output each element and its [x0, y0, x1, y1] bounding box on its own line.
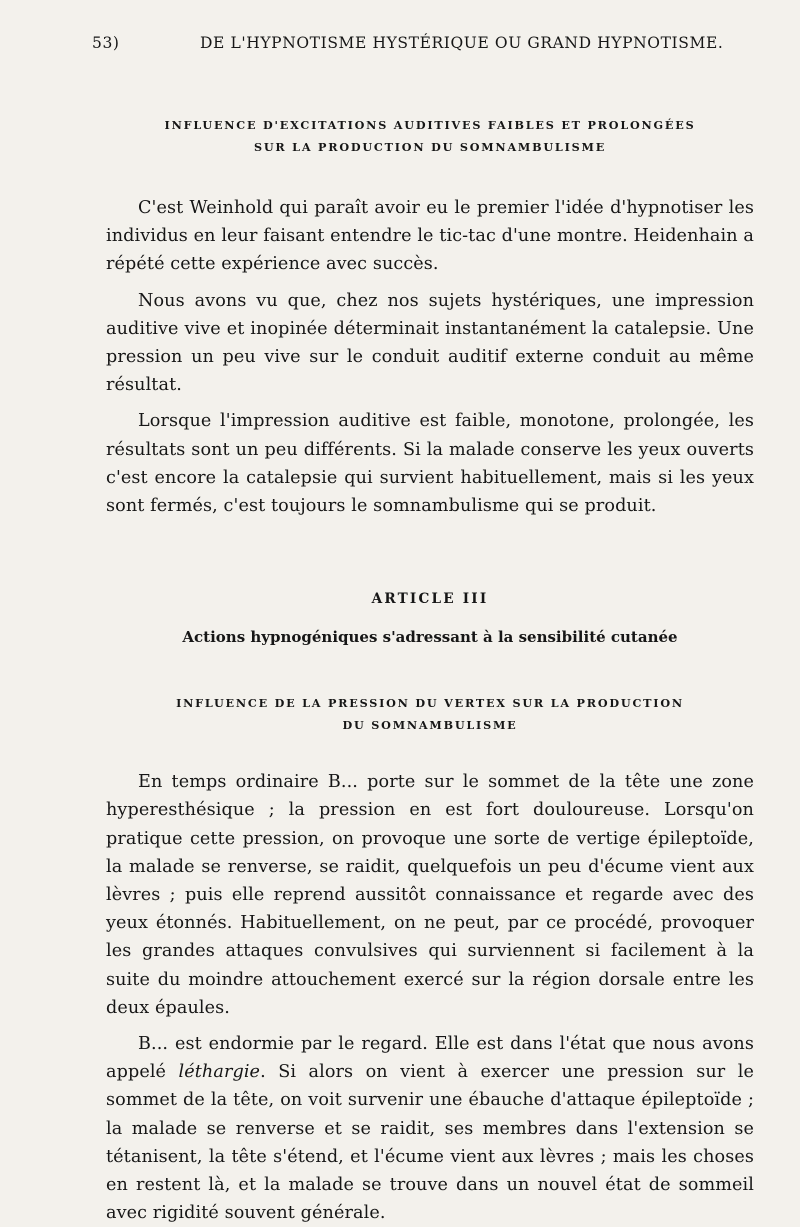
- emphasized-term: léthargie: [178, 1062, 261, 1083]
- paragraph: Nous avons vu que, chez nos sujets hystériques, une impression auditive vive et inopinée déterminait instantanément la catalepsie. Une pression un peu vive sur le conduit auditif externe conduit au même résultat.: [106, 290, 754, 396]
- article-heading: ARTICLE III: [371, 591, 489, 608]
- paragraph: [106, 1030, 754, 1227]
- page-number: 53): [92, 34, 120, 52]
- running-title: DE L'HYPNOTISME HYSTÉRIQUE OU GRAND HYPNOTISME.: [200, 34, 724, 52]
- section-heading-line: DU SOMNAMBULISME: [342, 718, 518, 733]
- paragraph: En temps ordinaire B... porte sur le sommet de la tête une zone hyperesthésique ; la pression en est fort douloureuse. Lorsqu'on pratique cette pression, on provoque une sorte de vertige épileptoïde, la malade se renverse, se raidit, quelquefois un peu d'écume vient aux lèvres ; puis elle reprend aussitôt connaissance et regarde avec des yeux étonnés. Habituellement, on ne peut, par ce procédé, provoquer les grandes attaques convulsives qui surviennent si facilement à la suite du moindre attouchement exercé sur la région dorsale entre les deux épaules.: [106, 772, 754, 1018]
- section-body-vertex: [106, 768, 754, 1227]
- section-heading-line: INFLUENCE D'EXCITATIONS AUDITIVES FAIBLES ET PROLONGÉES: [164, 118, 696, 132]
- section-body-auditory: [106, 194, 754, 520]
- paragraph: C'est Weinhold qui paraît avoir eu le premier l'idée d'hypnotiser les individus en leur faisant entendre le tic-tac d'une montre. Heidenhain a répété cette expérience avec succès.: [106, 198, 754, 275]
- paragraph: Lorsque l'impression auditive est faible, monotone, prolongée, les résultats sont un peu différents. Si la malade conserve les yeux ouverts c'est encore la catalepsie qui survient habituellement, mais si les yeux sont fermés, c'est toujours le somnambulisme qui se produit.: [106, 411, 754, 517]
- section-heading-auditory: [106, 114, 754, 158]
- section-heading-line: SUR LA PRODUCTION DU SOMNAMBULISME: [253, 140, 607, 154]
- section-heading-vertex: [106, 692, 754, 736]
- paragraph-text: B... est endormie par le regard. Elle est dans l'état que nous avons appelé: [106, 1034, 754, 1083]
- section-heading-line: INFLUENCE DE LA PRESSION DU VERTEX SUR LA PRODUCTION: [176, 696, 684, 711]
- paragraph-text: . Si alors on vient à exercer une pression sur le sommet de la tête, on voit survenir une ébauche d'attaque épileptoïde ; la malade se renverse et se raidit, ses membres dans l'extension se tétanisent, la tête s'étend, et l'écume vient aux lèvres ; mais les choses en restent là, et la malade se trouve dans un nouvel état de sommeil avec rigidité souvent générale.: [106, 1062, 754, 1224]
- article-subtitle: Actions hypnogéniques s'adressant à la sensibilité cutanée: [182, 628, 678, 647]
- running-header: [92, 30, 754, 58]
